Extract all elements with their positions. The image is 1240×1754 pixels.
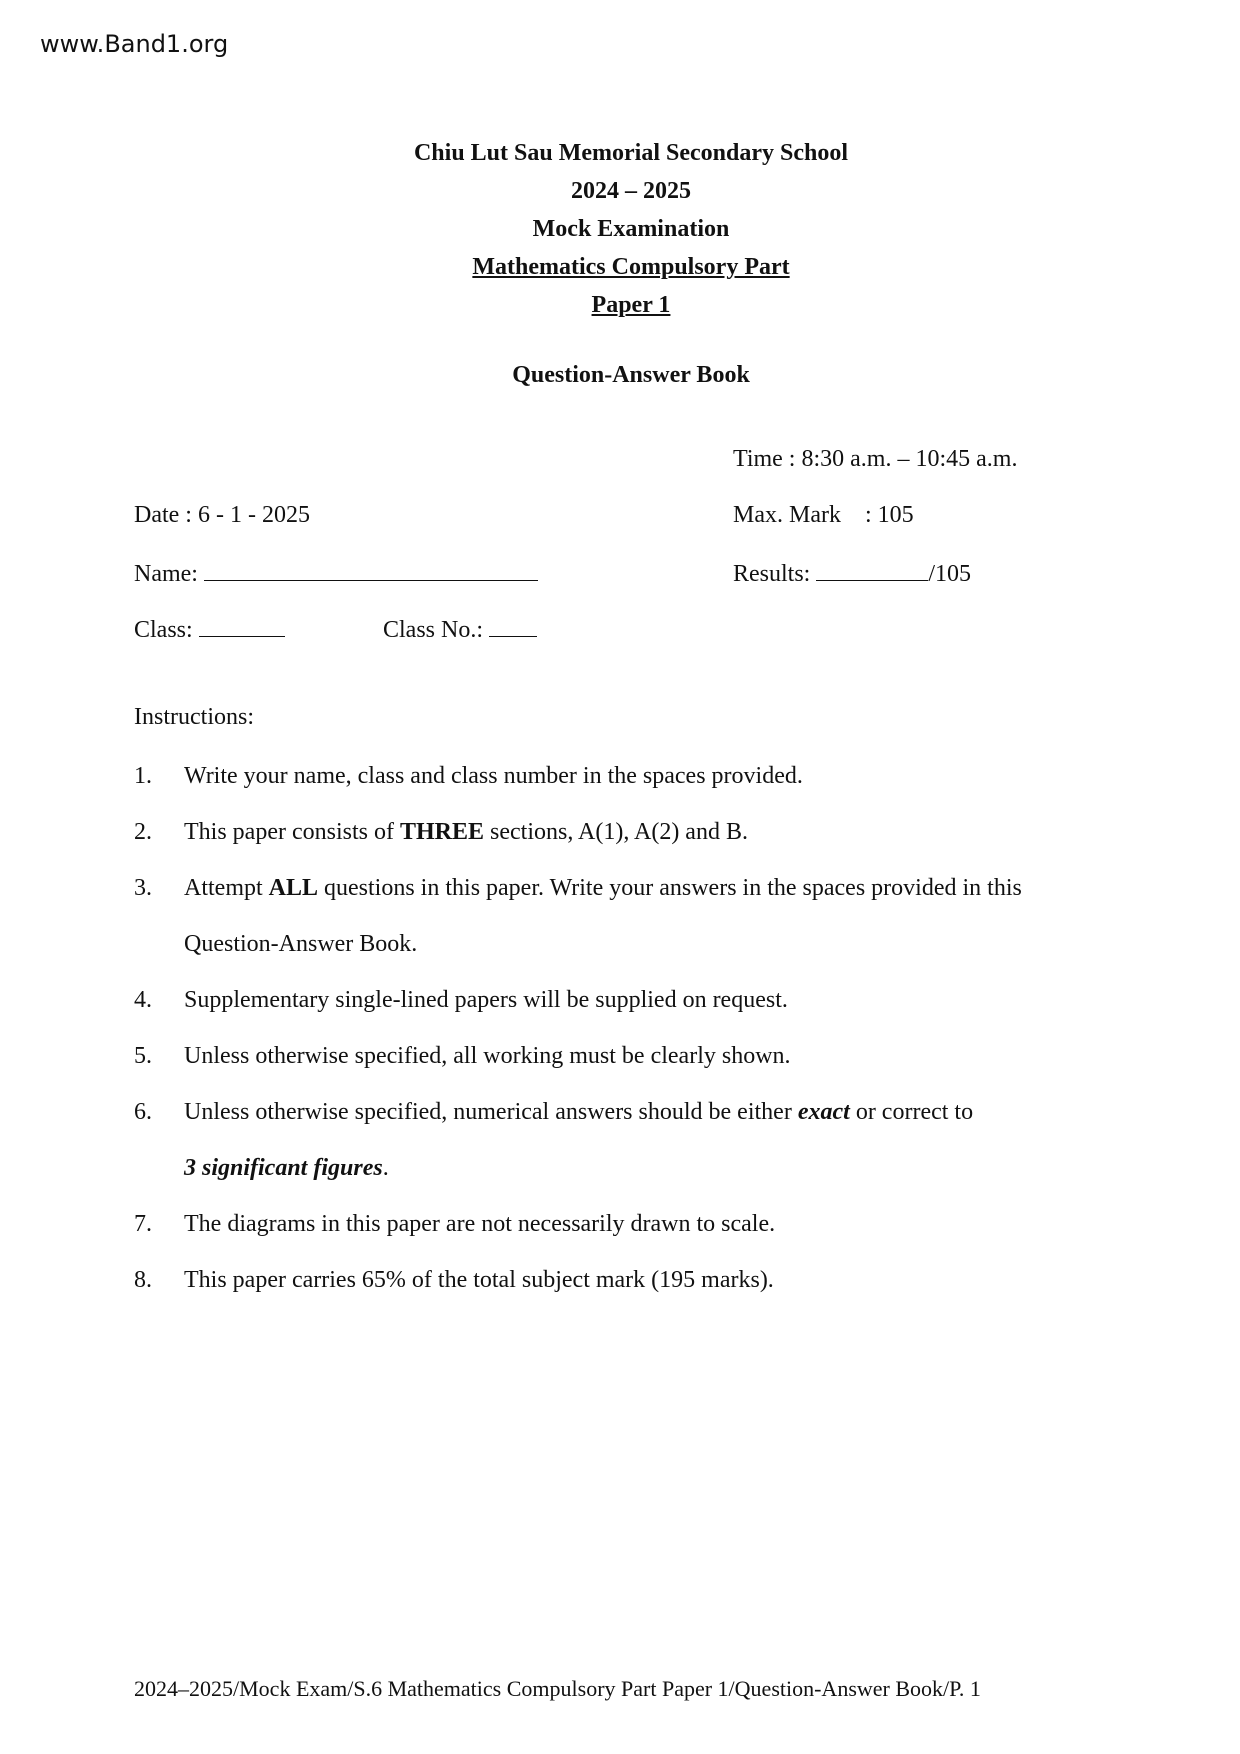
instructions-title: Instructions: (134, 704, 254, 730)
name-label: Name: (134, 561, 198, 587)
name-blank[interactable] (204, 558, 538, 581)
instruction-item: 4. Supplementary single-lined papers will be supplied on request. (134, 987, 788, 1013)
results-blank[interactable] (816, 558, 928, 581)
class-no-field (383, 614, 537, 644)
page-footer: 2024–2025/Mock Exam/S.6 Mathematics Compulsory Part Paper 1/Question-Answer Book/P. 1 (134, 1676, 981, 1701)
class-no-label: Class No.: (383, 617, 484, 643)
results-total: /105 (928, 561, 972, 587)
exam-header (0, 134, 1240, 324)
time-info: Time : 8:30 a.m. – 10:45 a.m. (733, 446, 1018, 472)
instruction-item: 5. Unless otherwise specified, all working must be clearly shown. (134, 1043, 791, 1069)
class-field (134, 614, 285, 644)
instruction-item: 6. Unless otherwise specified, numerical answers should be either exact or correct to 3 significant figures. (134, 1099, 974, 1181)
site-watermark: www.Band1.org (40, 30, 229, 58)
class-blank[interactable] (199, 614, 285, 637)
max-mark-label: Max. Mark (733, 502, 841, 528)
date-info: Date : 6 - 1 - 2025 (134, 502, 310, 528)
instructions-list (134, 748, 1084, 1308)
class-label: Class: (134, 617, 193, 643)
instruction-item: 3. Attempt ALL questions in this paper. Write your answers in the spaces provided in this Question-Answer Book. (134, 875, 1022, 957)
instruction-item: 1. Write your name, class and class number in the spaces provided. (134, 763, 803, 789)
name-field (134, 558, 538, 588)
academic-year: 2024 – 2025 (571, 178, 691, 204)
max-mark-value: : 105 (864, 502, 914, 528)
results-field (733, 558, 971, 588)
results-label: Results: (733, 561, 811, 587)
instruction-item: 8. This paper carries 65% of the total subject mark (195 marks). (134, 1267, 774, 1293)
max-mark (733, 502, 914, 529)
instruction-item: 2. This paper consists of THREE sections, A(1), A(2) and B. (134, 819, 748, 845)
book-title: Question-Answer Book (512, 362, 750, 388)
school-name: Chiu Lut Sau Memorial Secondary School (413, 140, 849, 166)
paper-name: Paper 1 (591, 292, 671, 318)
subject-name: Mathematics Compulsory Part (472, 254, 790, 280)
instruction-item: 7. The diagrams in this paper are not necessarily drawn to scale. (134, 1211, 776, 1237)
class-no-blank[interactable] (489, 614, 537, 637)
exam-name: Mock Examination (532, 216, 730, 242)
